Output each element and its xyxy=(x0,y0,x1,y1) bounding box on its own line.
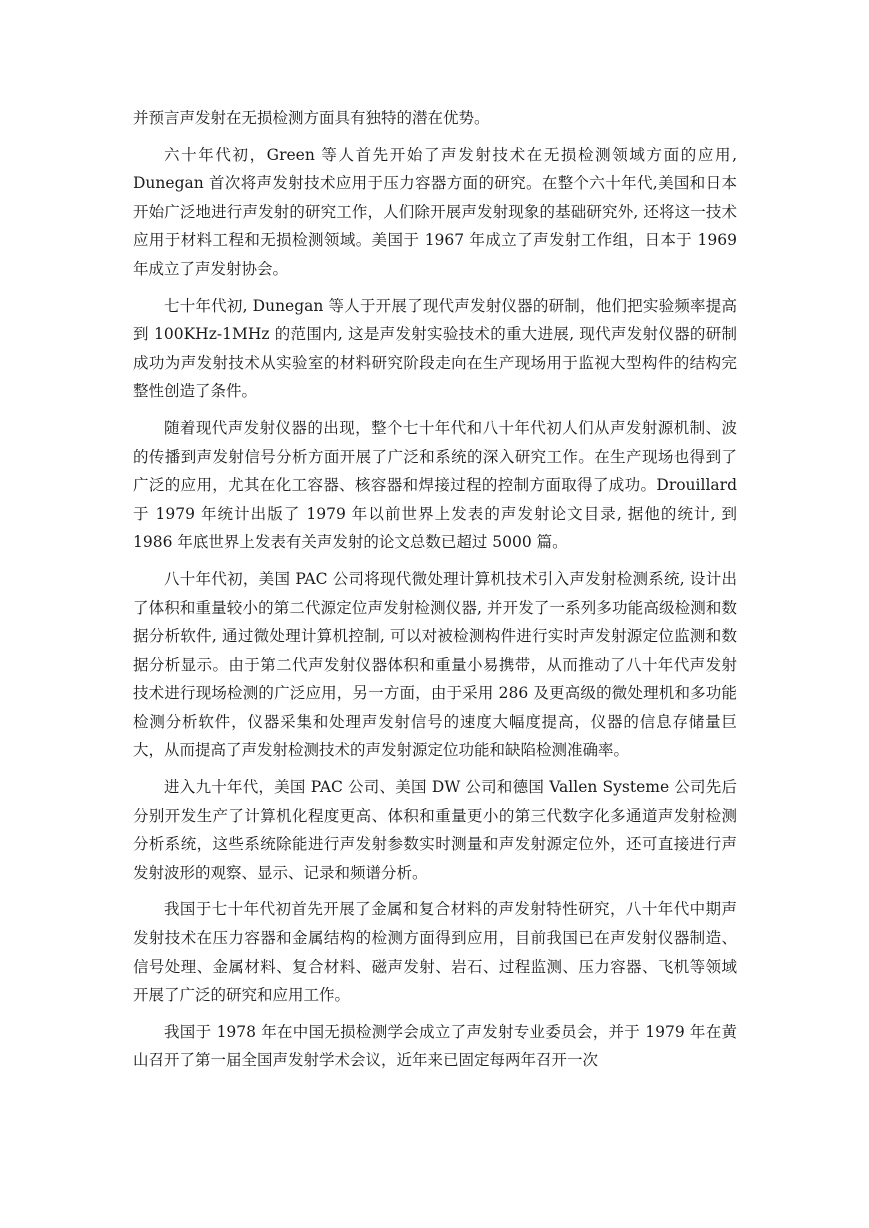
paragraph-china-research: 我国于七十年代初首先开展了金属和复合材料的声发射特性研究，八十年代中期声发射技术在压力容器和金属结构的检测方面得到应用，目前我国已在声发射仪器制造、信号处理、金属材料、复合材料、磁声发射、岩石、过程监测、压力容器、飞机等领域开展了广泛的研究和应用工作。 xyxy=(133,900,737,1005)
paragraph-1960s: 六十年代初，Green 等人首先开始了声发射技术在无损检测领域方面的应用, Dunegan 首次将声发射技术应用于压力容器方面的研究。在整个六十年代,美国和日本开始广泛地进行声发射的研究工作，人们除开展声发射现象的基础研究外, 还将这一技术应用于材料工程和无损检测领域。美国于 1967 年成立了声发射工作组，日本于 1969 年成立了声发射协会。 xyxy=(133,145,737,278)
paragraph-continuation: 并预言声发射在无损检测方面具有独特的潜在优势。 xyxy=(133,109,490,127)
document-body xyxy=(133,104,737,1083)
paragraph-china-committee: 我国于 1978 年在中国无损检测学会成立了声发射专业委员会，并于 1979 年在黄山召开了第一届全国声发射学术会议，近年来已固定每两年召开一次 xyxy=(133,1022,737,1070)
paragraph-1990s: 进入九十年代，美国 PAC 公司、美国 DW 公司和德国 Vallen Systeme 公司先后分别开发生产了计算机化程度更高、体积和重量更小的第三代数字化多通道声发射检测分析系统，这些系统除能进行声发射参数实时测量和声发射源定位外，还可直接进行声发射波形的观察、显示、记录和频谱分析。 xyxy=(133,778,737,882)
paragraph-1980s: 八十年代初，美国 PAC 公司将现代微处理计算机技术引入声发射检测系统, 设计出了体积和重量较小的第二代源定位声发射检测仪器, 并开发了一系列多功能高级检测和数据分析软件, 通过微处理计算机控制, 可以对被检测构件进行实时声发射源定位监测和数据分析显示。由于第二代声发射仪器体积和重量小易携带，从而推动了八十年代声发射技术进行现场检测的广泛应用，另一方面，由于采用 286 及更高级的微处理机和多功能检测分析软件，仪器采集和处理声发射信号的速度大幅度提高，仪器的信息存储量巨大，从而提高了声发射检测技术的声发射源定位功能和缺陷检测准确率。 xyxy=(133,569,737,760)
paragraph-modern-instruments: 随着现代声发射仪器的出现，整个七十年代和八十年代初人们从声发射源机制、波的传播到声发射信号分析方面开展了广泛和系统的深入研究工作。在生产现场也得到了广泛的应用，尤其在化工容器、核容器和焊接过程的控制方面取得了成功。Drouillard 于 1979 年统计出版了 1979 年以前世界上发表的声发射论文目录, 据他的统计, 到 1986 年底世界上发表有关声发射的论文总数已超过 5000 篇。 xyxy=(133,418,737,552)
paragraph-1970s: 七十年代初, Dunegan 等人于开展了现代声发射仪器的研制，他们把实验频率提高到 100KHz-1MHz 的范围内, 这是声发射实验技术的重大进展, 现代声发射仪器的研制成功为声发射技术从实验室的材料研究阶段走向在生产现场用于监视大型构件的结构完整性创造了条件。 xyxy=(133,296,737,401)
